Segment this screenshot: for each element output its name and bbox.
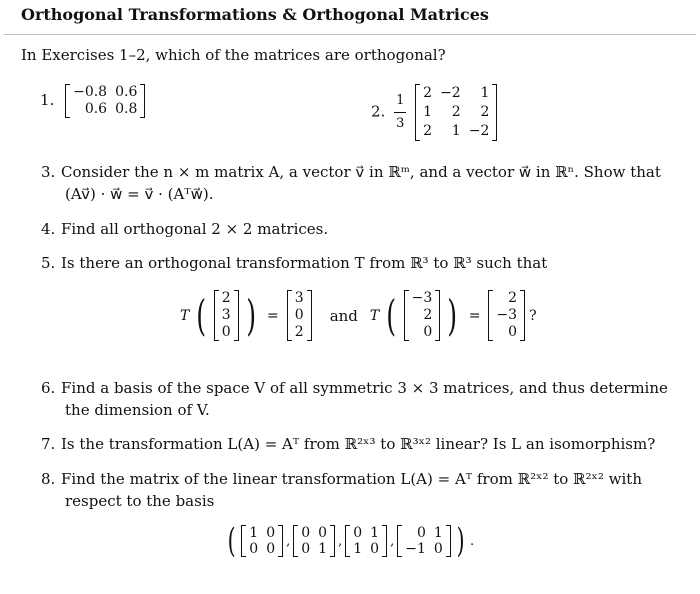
title-divider: [4, 34, 696, 35]
basis-matrix: 1 0 0 0: [241, 525, 283, 557]
exercise-5: [41, 252, 547, 274]
exercise-7-text: Is the transformation L(A) = Aᵀ from ℝ²ˣ³ to ℝ³ˣ² linear? Is L an isomorphism?: [61, 435, 656, 453]
exercise-3-text: Consider the n × m matrix A, a vector v⃗ in ℝᵐ, and a vector w⃗ in ℝⁿ. Show that: [61, 163, 661, 181]
matrix-entry: 0.6: [115, 84, 138, 100]
exercise-4-label: 4.: [41, 220, 56, 238]
basis-matrix: 0 1 −1 0: [397, 525, 451, 557]
matrix-entry: 2: [451, 104, 461, 120]
exercise-8: 8. Find the matrix of the linear transformation L(A) = Aᵀ from ℝ²ˣ² to ℝ²ˣ² with respect to the basis: [41, 470, 642, 510]
matrix-entry: 2: [423, 85, 433, 101]
exercise-6-label: 6.: [41, 379, 56, 397]
matrix-entry: 2: [480, 104, 490, 120]
exercise-4: [41, 218, 328, 240]
matrix-entry: −0.8: [73, 84, 108, 100]
exercise-8-label: 8.: [41, 470, 56, 488]
matrix-entry: 0.8: [115, 101, 138, 117]
vector-v1: 2 3 0: [214, 290, 239, 341]
exercise-2-matrix: [415, 84, 497, 141]
exercise-1-matrix: [65, 84, 145, 118]
matrix-entry: −2: [468, 123, 490, 139]
exercise-7-label: 7.: [41, 435, 56, 453]
exercise-6: 6. Find a basis of the space V of all symmetric 3 × 3 matrices, and thus determine the dimension of V.: [41, 379, 668, 419]
page-title: Orthogonal Transformations & Orthogonal Matrices: [21, 5, 489, 24]
exercise-4-text: Find all orthogonal 2 × 2 matrices.: [61, 220, 329, 238]
exercise-5-label: 5.: [41, 254, 56, 272]
matrix-entry: 1: [423, 104, 433, 120]
exercise-6-text: Find a basis of the space V of all symmetric 3 × 3 matrices, and thus determine: [61, 379, 668, 397]
matrix-entry: 1: [451, 123, 461, 139]
exercise-8-text: Find the matrix of the linear transformation L(A) = Aᵀ from ℝ²ˣ² to ℝ²ˣ² with: [61, 470, 642, 488]
exercise-8-basis: ( 1 0 0 0 , 0 0 0 1 , 0 1 1 0 , 0 1 −1 0 ) .: [227, 521, 475, 561]
exercise-3-label: 3.: [41, 163, 56, 181]
basis-matrix: 0 0 0 1: [293, 525, 335, 557]
exercise-5-text: Is there an orthogonal transformation T from ℝ³ to ℝ³ such that: [61, 254, 548, 272]
exercise-1: [40, 84, 145, 118]
matrix-entry: 0.6: [84, 101, 108, 117]
fraction-one-third: $\frac{1}{3}$: [394, 90, 406, 135]
transformation-symbol: T: [180, 307, 190, 324]
exercise-7: [41, 433, 691, 455]
exercise-2: [371, 84, 497, 141]
exercise-5-equations: T ( 2 3 0 ) = 3 0 2 and T ( −3 2 0 ) = 2 −3 0 ?: [180, 290, 537, 340]
intro-text: In Exercises 1–2, which of the matrices are orthogonal?: [21, 46, 446, 64]
exercise-1-label: 1.: [40, 91, 55, 109]
exercise-3-equation: (Av⃗) · w⃗ = v⃗ · (Aᵀw⃗).: [65, 185, 214, 203]
vector-w1: 3 0 2: [287, 290, 312, 341]
exercise-2-label: 2.: [371, 102, 386, 121]
exercise-3: [41, 161, 691, 205]
matrix-entry: −2: [440, 85, 461, 101]
vector-v2: −3 2 0: [404, 290, 441, 341]
vector-w2: 2 −3 0: [488, 290, 525, 341]
matrix-entry: 2: [423, 123, 433, 139]
basis-matrix: 0 1 1 0: [345, 525, 387, 557]
matrix-entry: 1: [480, 85, 490, 101]
